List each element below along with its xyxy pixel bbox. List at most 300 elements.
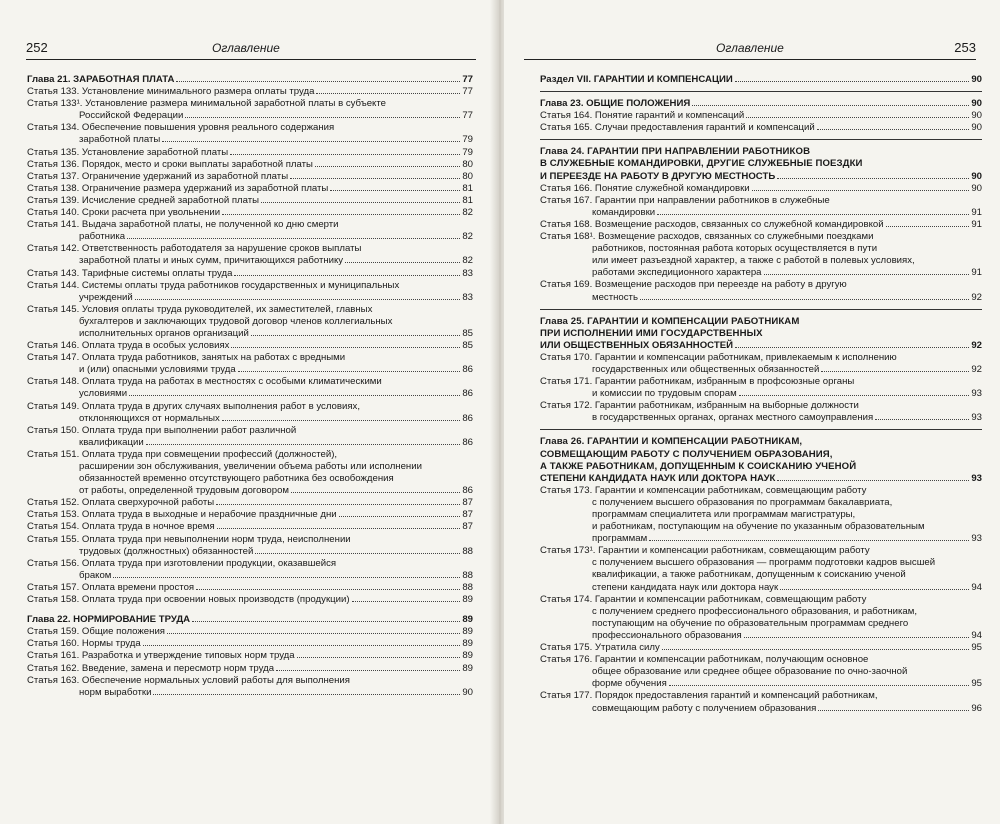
dot-leader <box>352 601 461 602</box>
dot-leader <box>146 444 461 445</box>
dot-leader <box>777 178 969 179</box>
toc-page-number: 86 <box>462 388 473 400</box>
toc-entry-final-line <box>540 364 982 376</box>
dot-leader <box>238 371 461 372</box>
toc-article-entry[interactable] <box>27 401 473 425</box>
toc-page-number: 89 <box>462 638 473 650</box>
toc-article-entry[interactable] <box>27 449 473 497</box>
toc-entry-line: бухгалтеров и заключающих трудовой договор членов коллегиальных <box>79 315 393 327</box>
toc-entry-title: совмещающим работу с получением образования <box>592 702 817 714</box>
dot-leader <box>167 633 460 634</box>
toc-article-entry[interactable] <box>27 219 473 243</box>
toc-entry-title: местность <box>592 291 638 303</box>
toc-page-number: 83 <box>462 267 473 279</box>
toc-entry-title: Статья 140. Сроки расчета при увольнении <box>27 207 221 219</box>
toc-entry-title: Статья 133. Установление минимального размера оплаты труда <box>27 86 315 98</box>
left-table-of-contents <box>27 74 473 699</box>
toc-entry-title: и (или) опасными условиями труда <box>79 364 236 376</box>
toc-entry-title: работами экспедиционного характера <box>592 267 762 279</box>
toc-entry-line: Статья 169. Возмещение расходов при переезде на работу в другую <box>540 279 847 291</box>
toc-entry-title: Раздел VII. ГАРАНТИИ И КОМПЕНСАЦИИ <box>540 74 733 85</box>
toc-entry-title: ИЛИ ОБЩЕСТВЕННЫХ ОБЯЗАННОСТЕЙ <box>540 339 734 351</box>
toc-entry-title: И ПЕРЕЕЗДЕ НА РАБОТУ В ДРУГУЮ МЕСТНОСТЬ <box>540 170 776 182</box>
toc-page-number: 90 <box>971 74 982 85</box>
right-header-rule <box>524 59 976 60</box>
section-separator <box>540 309 982 310</box>
dot-leader <box>143 645 461 646</box>
toc-entry-final-line <box>27 328 473 340</box>
toc-page-number: 80 <box>462 158 473 170</box>
toc-article-entry[interactable] <box>27 98 473 122</box>
toc-entry-title: Статья 146. Оплата труда в особых условиях <box>27 340 230 352</box>
toc-article-entry[interactable] <box>27 340 473 352</box>
toc-entry-final-line <box>27 340 473 352</box>
toc-page-number: 82 <box>462 255 473 267</box>
section-separator <box>27 606 473 614</box>
toc-entry-final-line <box>27 594 473 606</box>
toc-entry-title: Статья 157. Оплата времени простоя <box>27 581 195 593</box>
toc-entry-line: Статья 163. Обеспечение нормальных условий работы для выполнения <box>27 674 350 686</box>
toc-page-number: 94 <box>971 629 982 641</box>
toc-page-number: 96 <box>971 702 982 714</box>
toc-page-number: 89 <box>462 650 473 662</box>
toc-entry-final-line <box>540 473 982 485</box>
toc-entry-line: Статья 171. Гарантии работникам, избранным в профсоюзные органы <box>540 376 855 388</box>
dot-leader <box>291 492 460 493</box>
dot-leader <box>345 262 460 263</box>
toc-entry-final-line <box>540 171 982 183</box>
toc-article-entry[interactable] <box>27 497 473 509</box>
left-page <box>0 0 496 824</box>
toc-article-entry[interactable] <box>27 558 473 582</box>
toc-article-entry[interactable] <box>27 183 473 195</box>
toc-entry-line: Статья 173. Гарантии и компенсации работникам, совмещающим работу <box>540 484 867 496</box>
toc-entry-final-line <box>540 207 982 219</box>
toc-entry-final-line <box>540 110 982 122</box>
toc-article-entry[interactable] <box>27 171 473 183</box>
toc-article-entry[interactable] <box>27 626 473 638</box>
toc-entry-final-line <box>27 521 473 533</box>
dot-leader <box>875 419 969 420</box>
toc-entry-final-line <box>27 110 473 122</box>
toc-entry-line: и работникам, поступающим на обучение по указанным образовательным <box>592 521 925 533</box>
toc-page-number: 87 <box>462 497 473 509</box>
toc-entry-line: Статья 149. Оплата труда в других случаях выполнения работ в условиях, <box>27 400 360 412</box>
dot-leader <box>231 347 460 348</box>
toc-entry-title: норм выработки <box>79 686 152 698</box>
toc-entry-line: В СЛУЖЕБНЫЕ КОМАНДИРОВКИ, ДРУГИЕ СЛУЖЕБНЫЕ ПОЕЗДКИ <box>540 158 863 170</box>
toc-page-number: 94 <box>971 581 982 593</box>
toc-article-entry[interactable] <box>540 690 982 714</box>
toc-entry-final-line <box>27 626 473 638</box>
toc-article-entry[interactable] <box>540 219 982 231</box>
toc-entry-final-line <box>27 364 473 376</box>
toc-page-number: 95 <box>971 678 982 690</box>
toc-entry-line: Глава 26. ГАРАНТИИ И КОМПЕНСАЦИИ РАБОТНИКАМ, <box>540 436 803 448</box>
toc-entry-title: Статья 161. Разработка и утверждение типовых норм труда <box>27 650 295 662</box>
dot-leader <box>127 238 460 239</box>
dot-leader <box>752 190 970 191</box>
toc-entry-line: Статья 174. Гарантии и компенсации работникам, совмещающим работу <box>540 593 867 605</box>
toc-entry-final-line <box>27 497 473 509</box>
toc-article-entry[interactable] <box>540 195 982 219</box>
toc-article-entry[interactable] <box>540 400 982 424</box>
toc-article-entry[interactable] <box>540 485 982 545</box>
toc-page-number: 88 <box>462 581 473 593</box>
toc-entry-line: Глава 24. ГАРАНТИИ ПРИ НАПРАВЛЕНИИ РАБОТНИКОВ <box>540 146 811 158</box>
toc-article-entry[interactable] <box>27 268 473 280</box>
toc-entry-final-line <box>27 614 473 626</box>
toc-article-entry[interactable] <box>27 650 473 662</box>
toc-entry-line: программам специалитета или программам магистратуры, <box>592 509 856 520</box>
dot-leader <box>196 589 460 590</box>
toc-article-entry[interactable] <box>27 582 473 594</box>
toc-entry-line: Статья 142. Ответственность работодателя за нарушение сроков выплаты <box>27 243 362 255</box>
dot-leader <box>230 154 460 155</box>
toc-entry-title: и комиссии по трудовым спорам <box>592 388 737 400</box>
toc-page-number: 86 <box>462 412 473 424</box>
toc-entry-line: расширении зон обслуживания, увеличении объема работы или исполнении <box>79 461 422 472</box>
toc-entry-final-line <box>27 86 473 98</box>
toc-entry-line: Статья 155. Оплата труда при невыполнении норм труда, неисполнении <box>27 533 351 545</box>
toc-article-entry[interactable] <box>27 280 473 304</box>
toc-article-entry[interactable] <box>27 534 473 558</box>
toc-article-entry[interactable] <box>540 183 982 195</box>
toc-chapter-entry[interactable] <box>540 98 982 110</box>
dot-leader <box>744 637 970 638</box>
dot-leader <box>162 141 460 142</box>
toc-entry-final-line <box>27 570 473 582</box>
dot-leader <box>113 577 460 578</box>
toc-entry-final-line <box>540 183 982 195</box>
toc-article-entry[interactable] <box>540 122 982 134</box>
toc-entry-final-line <box>27 638 473 650</box>
toc-entry-title: браком <box>79 569 112 581</box>
toc-entry-title: Статья 158. Оплата труда при освоении новых производств (продукции) <box>27 594 350 606</box>
toc-article-entry[interactable] <box>27 594 473 606</box>
toc-entry-title: Российской Федерации <box>79 110 184 122</box>
toc-page-number: 81 <box>462 194 473 206</box>
toc-entry-final-line <box>27 546 473 558</box>
toc-entry-final-line <box>540 292 982 304</box>
toc-page-number: 93 <box>971 533 982 545</box>
toc-entry-line: с получением высшего образования по программам бакалавриата, <box>592 496 893 508</box>
toc-entry-final-line <box>27 268 473 280</box>
dot-leader <box>261 202 460 203</box>
dot-leader <box>339 516 461 517</box>
toc-page-number: 85 <box>462 340 473 352</box>
toc-article-entry[interactable] <box>27 159 473 171</box>
toc-page-number: 89 <box>462 614 473 626</box>
toc-chapter-entry[interactable] <box>540 74 982 86</box>
toc-article-entry[interactable] <box>27 521 473 533</box>
toc-entry-final-line <box>540 98 982 110</box>
toc-page-number: 82 <box>462 207 473 219</box>
toc-page-number: 86 <box>462 364 473 376</box>
dot-leader <box>735 81 970 82</box>
toc-entry-line: Статья 156. Оплата труда при изготовлении продукции, оказавшейся <box>27 557 337 569</box>
dot-leader <box>315 166 460 167</box>
dot-leader <box>746 117 969 118</box>
toc-article-entry[interactable] <box>27 147 473 159</box>
toc-entry-line: с получением высшего образования — программ подготовки кадров высшей <box>592 557 936 569</box>
toc-entry-line: Статья 145. Условия оплаты труда руководителей, их заместителей, главных <box>27 303 373 315</box>
dot-leader <box>135 299 461 300</box>
toc-page-number: 92 <box>971 339 982 351</box>
toc-entry-title: Статья 162. Введение, замена и пересмотр норм труда <box>27 662 275 674</box>
toc-article-entry[interactable] <box>540 231 982 279</box>
dot-leader <box>234 275 460 276</box>
dot-leader <box>669 685 970 686</box>
toc-entry-line: Статья 148. Оплата труда на работах в местностях с особыми климатическими <box>27 376 382 388</box>
toc-entry-line: или имеет разъездной характер, а также с работой в полевых условиях, <box>592 255 915 267</box>
dot-leader <box>692 105 969 106</box>
toc-entry-title: степени кандидата наук или доктора наук <box>592 581 779 593</box>
dot-leader <box>217 528 461 529</box>
toc-page-number: 79 <box>462 134 473 146</box>
toc-article-entry[interactable] <box>27 638 473 650</box>
toc-page-number: 86 <box>462 485 473 497</box>
toc-entry-line: Статья 133¹. Установление размера минимальной заработной платы в субъекте <box>27 98 386 110</box>
toc-page-number: 92 <box>971 363 982 375</box>
toc-entry-final-line <box>27 147 473 159</box>
toc-entry-title: СТЕПЕНИ КАНДИДАТА НАУК ИЛИ ДОКТОРА НАУК <box>540 472 776 484</box>
section-separator <box>540 429 982 430</box>
toc-entry-title: Статья 164. Понятие гарантий и компенсаций <box>540 110 745 122</box>
dot-leader <box>222 214 460 215</box>
toc-page-number: 91 <box>971 206 982 218</box>
toc-entry-final-line <box>27 134 473 146</box>
toc-page-number: 80 <box>462 170 473 182</box>
toc-entry-title: Статья 175. Утратила силу <box>540 642 660 654</box>
toc-article-entry[interactable] <box>27 675 473 699</box>
toc-article-entry[interactable] <box>27 122 473 146</box>
toc-chapter-entry[interactable] <box>540 316 982 352</box>
toc-page-number: 93 <box>971 472 982 484</box>
toc-entry-final-line <box>540 678 982 690</box>
toc-entry-final-line <box>27 207 473 219</box>
toc-entry-line: с получением среднего профессионального образования, и работникам, <box>592 605 917 617</box>
toc-entry-line: Статья 173¹. Гарантии и компенсации работникам, совмещающим работу <box>540 545 870 557</box>
dot-leader <box>821 371 969 372</box>
toc-entry-line: Статья 151. Оплата труда при совмещении профессий (должностей), <box>27 448 338 460</box>
toc-entry-final-line <box>27 687 473 699</box>
toc-entry-final-line <box>540 340 982 352</box>
dot-leader <box>297 657 461 658</box>
toc-entry-title: Статья 143. Тарифные системы оплаты труда <box>27 267 233 279</box>
toc-page-number: 89 <box>462 594 473 606</box>
toc-entry-line: поступающим на обучение по образовательным программам среднего <box>592 617 909 629</box>
toc-entry-title: Глава 21. ЗАРАБОТНАЯ ПЛАТА <box>27 74 175 85</box>
toc-entry-title: Статья 137. Ограничение удержаний из заработной платы <box>27 170 289 182</box>
toc-article-entry[interactable] <box>540 279 982 303</box>
dot-leader <box>739 395 970 396</box>
toc-entry-final-line <box>540 122 982 134</box>
toc-page-number: 77 <box>462 86 473 98</box>
toc-entry-final-line <box>27 231 473 243</box>
toc-entry-final-line <box>27 255 473 267</box>
toc-entry-line: квалификации, а также работникам, допущенным к соисканию ученой <box>592 569 906 581</box>
toc-entry-final-line <box>540 703 982 715</box>
toc-article-entry[interactable] <box>540 352 982 376</box>
toc-page-number: 77 <box>462 74 473 85</box>
toc-entry-line: Статья 177. Порядок предоставления гарантий и компенсаций работникам, <box>540 690 878 702</box>
toc-entry-title: Статья 152. Оплата сверхурочной работы <box>27 497 215 509</box>
toc-chapter-entry[interactable] <box>27 74 473 86</box>
toc-entry-title: Статья 159. Общие положения <box>27 626 165 638</box>
toc-entry-title: трудовых (должностных) обязанностей <box>79 545 254 557</box>
toc-entry-final-line <box>27 159 473 171</box>
toc-entry-title: заработной платы <box>79 134 161 146</box>
toc-page-number: 90 <box>971 98 982 110</box>
toc-page-number: 91 <box>971 267 982 279</box>
toc-article-entry[interactable] <box>27 509 473 521</box>
dot-leader <box>216 504 460 505</box>
section-separator <box>540 139 982 140</box>
toc-article-entry[interactable] <box>27 425 473 449</box>
dot-leader <box>276 670 460 671</box>
toc-entry-title: работника <box>79 231 126 243</box>
toc-entry-final-line <box>27 485 473 497</box>
dot-leader <box>255 553 460 554</box>
toc-entry-title: Статья 153. Оплата труда в выходные и нерабочие праздничные дни <box>27 509 337 521</box>
toc-entry-final-line <box>27 183 473 195</box>
toc-article-entry[interactable] <box>540 654 982 690</box>
toc-article-entry[interactable] <box>27 243 473 267</box>
toc-entry-line: Статья 168¹. Возмещение расходов, связанных со служебными поездками <box>540 231 874 243</box>
toc-entry-title: Статья 138. Ограничение размера удержаний из заработной платы <box>27 182 329 194</box>
toc-page-number: 86 <box>462 436 473 448</box>
toc-entry-line: Статья 144. Системы оплаты труда работников государственных и муниципальных <box>27 279 400 291</box>
toc-entry-final-line <box>540 533 982 545</box>
dot-leader <box>192 621 460 622</box>
toc-entry-title: Статья 165. Случаи предоставления гарантий и компенсаций <box>540 122 815 134</box>
toc-entry-title: профессионального образования <box>592 629 742 641</box>
toc-page-number: 95 <box>971 642 982 654</box>
toc-entry-title: Статья 154. Оплата труда в ночное время <box>27 521 215 533</box>
toc-article-entry[interactable] <box>27 207 473 219</box>
dot-leader <box>185 117 460 118</box>
toc-page-number: 79 <box>462 146 473 158</box>
toc-entry-final-line <box>540 582 982 594</box>
right-table-of-contents <box>540 74 982 715</box>
left-header-rule <box>26 59 476 60</box>
toc-page-number: 81 <box>462 182 473 194</box>
dot-leader <box>764 274 970 275</box>
toc-entry-final-line <box>27 509 473 521</box>
toc-chapter-entry[interactable] <box>540 436 982 484</box>
toc-page-number: 82 <box>462 231 473 243</box>
toc-page-number: 91 <box>971 218 982 230</box>
toc-page-number: 87 <box>462 521 473 533</box>
toc-entry-title: квалификации <box>79 436 144 448</box>
toc-entry-final-line <box>540 219 982 231</box>
toc-entry-final-line <box>540 630 982 642</box>
dot-leader <box>251 335 460 336</box>
right-page <box>504 0 1000 824</box>
toc-entry-line: обязанностей временно отсутствующего работника без освобождения <box>79 473 394 485</box>
toc-page-number: 89 <box>462 662 473 674</box>
section-separator <box>540 91 982 92</box>
toc-entry-final-line <box>27 195 473 207</box>
toc-chapter-entry[interactable] <box>540 146 982 182</box>
toc-entry-title: отклоняющихся от нормальных <box>79 412 220 424</box>
toc-page-number: 90 <box>462 686 473 698</box>
toc-entry-title: программам <box>592 533 648 545</box>
toc-article-entry[interactable] <box>540 110 982 122</box>
toc-entry-title: Статья 135. Установление заработной платы <box>27 146 229 158</box>
toc-article-entry[interactable] <box>27 195 473 207</box>
dot-leader <box>129 395 460 396</box>
toc-page-number: 77 <box>462 110 473 122</box>
toc-article-entry[interactable] <box>540 545 982 593</box>
dot-leader <box>735 347 969 348</box>
toc-article-entry[interactable] <box>27 663 473 675</box>
toc-entry-final-line <box>27 74 473 86</box>
toc-entry-line: А ТАКЖЕ РАБОТНИКАМ, ДОПУЩЕННЫМ К СОИСКАНИЮ УЧЕНОЙ <box>540 460 857 472</box>
dot-leader <box>662 649 970 650</box>
toc-entry-final-line <box>27 437 473 449</box>
dot-leader <box>290 178 460 179</box>
toc-entry-title: Статья 136. Порядок, место и сроки выплаты заработной платы <box>27 158 313 170</box>
toc-entry-final-line <box>540 412 982 424</box>
toc-entry-line: Статья 170. Гарантии и компенсации работникам, привлекаемым к исполнению <box>540 351 897 363</box>
left-page-number: 252 <box>26 40 48 55</box>
toc-entry-line: Статья 134. Обеспечение повышения уровня реального содержания <box>27 122 335 134</box>
toc-entry-line: ПРИ ИСПОЛНЕНИИ ИМИ ГОСУДАРСТВЕННЫХ <box>540 327 763 339</box>
dot-leader <box>640 299 969 300</box>
dot-leader <box>657 214 969 215</box>
toc-entry-final-line <box>540 642 982 654</box>
toc-article-entry[interactable] <box>27 86 473 98</box>
toc-entry-final-line <box>27 171 473 183</box>
toc-page-number: 85 <box>462 327 473 339</box>
toc-entry-final-line <box>27 582 473 594</box>
left-running-title: Оглавление <box>212 41 280 55</box>
toc-entry-final-line <box>540 388 982 400</box>
toc-entry-final-line <box>27 292 473 304</box>
dot-leader <box>649 540 969 541</box>
toc-article-entry[interactable] <box>540 594 982 642</box>
toc-entry-title: условиями <box>79 388 128 400</box>
toc-entry-title: Глава 22. НОРМИРОВАНИЕ ТРУДА <box>27 614 191 626</box>
dot-leader <box>176 81 460 82</box>
toc-page-number: 90 <box>971 182 982 194</box>
toc-article-entry[interactable] <box>27 304 473 340</box>
toc-page-number: 93 <box>971 412 982 424</box>
toc-page-number: 92 <box>971 291 982 303</box>
toc-entry-line: Статья 167. Гарантии при направлении работников в служебные <box>540 194 830 206</box>
toc-article-entry[interactable] <box>540 376 982 400</box>
toc-article-entry[interactable] <box>27 352 473 376</box>
toc-entry-final-line <box>27 650 473 662</box>
toc-entry-title: Статья 166. Понятие служебной командировки <box>540 182 750 194</box>
toc-entry-line: Статья 172. Гарантии работникам, избранным на выборные должности <box>540 400 859 412</box>
toc-article-entry[interactable] <box>27 376 473 400</box>
toc-entry-title: заработной платы и иных сумм, причитающихся работнику <box>79 255 344 267</box>
dot-leader <box>330 190 460 191</box>
toc-entry-title: форме обучения <box>592 678 667 690</box>
toc-entry-title: учреждений <box>79 291 133 303</box>
toc-article-entry[interactable] <box>540 642 982 654</box>
toc-page-number: 90 <box>971 110 982 122</box>
toc-entry-line: общее образование или среднее общее образование по очно-заочной <box>592 666 908 678</box>
dot-leader <box>818 710 969 711</box>
toc-chapter-entry[interactable] <box>27 614 473 626</box>
toc-entry-line: Статья 147. Оплата труда работников, занятых на работах с вредными <box>27 352 346 364</box>
toc-page-number: 87 <box>462 509 473 521</box>
dot-leader <box>153 694 460 695</box>
